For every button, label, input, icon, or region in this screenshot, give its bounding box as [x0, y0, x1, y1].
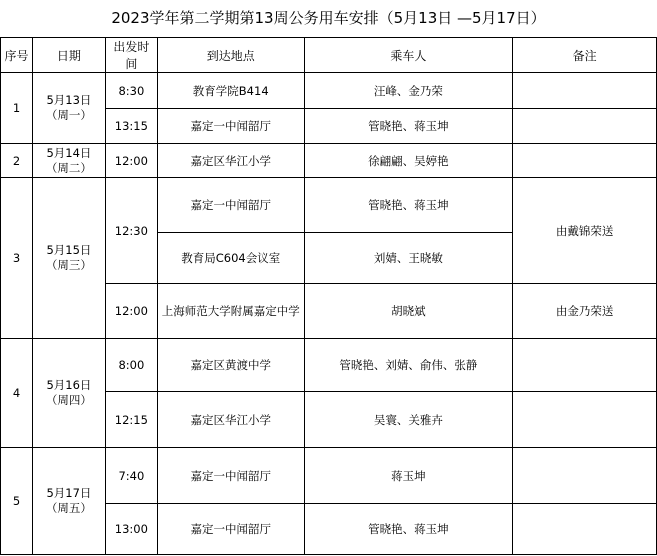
notes-cell: 由金乃荣送: [513, 284, 657, 339]
date-cell: [32, 73, 105, 144]
weekday-text: （周三）: [45, 258, 92, 272]
riders-cell: 管晓艳、刘婧、俞伟、张静: [304, 339, 513, 392]
weekday-text: （周四）: [45, 393, 92, 407]
dest-cell: 嘉定一中闻韶厅: [157, 448, 304, 504]
time-cell: 12:00: [105, 144, 157, 178]
seq-cell: 1: [1, 73, 33, 144]
seq-cell: 4: [1, 339, 33, 448]
weekday-text: （周五）: [45, 501, 92, 515]
notes-cell: 由戴锦荣送: [513, 178, 657, 284]
weekday-text: （周二）: [45, 160, 92, 175]
riders-cell: 胡晓斌: [304, 284, 513, 339]
seq-cell: 3: [1, 178, 33, 339]
header-date: 日期: [32, 38, 105, 73]
header-riders: 乘车人: [304, 38, 513, 73]
dest-cell: 嘉定一中闻韶厅: [157, 178, 304, 233]
date-cell: [32, 448, 105, 555]
time-cell: 8:00: [105, 339, 157, 392]
table-row: [1, 73, 657, 109]
table-row: [1, 178, 657, 233]
dest-cell: 上海师范大学附属嘉定中学: [157, 284, 304, 339]
time-cell: 13:00: [105, 504, 157, 555]
time-cell: 13:15: [105, 109, 157, 144]
table-row: [1, 339, 657, 392]
riders-cell: 管晓艳、蒋玉坤: [304, 109, 513, 144]
dest-cell: 嘉定区华江小学: [157, 144, 304, 178]
header-seq: 序号: [1, 38, 33, 73]
date-text: 5月16日: [46, 378, 92, 392]
notes-cell: [513, 392, 657, 448]
notes-cell: [513, 109, 657, 144]
riders-cell: 汪峰、金乃荣: [304, 73, 513, 109]
riders-cell: 管晓艳、蒋玉坤: [304, 504, 513, 555]
date-cell: [32, 339, 105, 448]
riders-cell: 管晓艳、蒋玉坤: [304, 178, 513, 233]
notes-cell: [513, 144, 657, 178]
header-dest: 到达地点: [157, 38, 304, 73]
dest-cell: 嘉定区华江小学: [157, 392, 304, 448]
riders-cell: 徐翩翩、吴婷艳: [304, 144, 513, 178]
dest-cell: 教育学院B414: [157, 73, 304, 109]
page-title: 2023学年第二学期第13周公务用车安排（5月13日 —5月17日）: [111, 9, 546, 27]
time-cell: 12:15: [105, 392, 157, 448]
date-cell: [32, 144, 105, 178]
dest-cell: 教育局C604会议室: [157, 233, 304, 284]
date-text: 5月15日: [46, 243, 92, 257]
notes-cell: [513, 448, 657, 504]
notes-cell: [513, 504, 657, 555]
date-text: 5月17日: [46, 486, 92, 500]
notes-cell: [513, 339, 657, 392]
riders-cell: 蒋玉坤: [304, 448, 513, 504]
header-row: [1, 38, 657, 73]
table-row: [1, 144, 657, 178]
schedule-table: [0, 37, 657, 555]
time-cell: 12:30: [105, 178, 157, 284]
dest-cell: 嘉定一中闻韶厅: [157, 504, 304, 555]
header-time: 出发时间: [105, 38, 157, 73]
date-cell: [32, 178, 105, 339]
weekday-text: （周一）: [45, 108, 92, 122]
time-cell: 8:30: [105, 73, 157, 109]
time-cell: 7:40: [105, 448, 157, 504]
dest-cell: 嘉定一中闻韶厅: [157, 109, 304, 144]
seq-cell: 2: [1, 144, 33, 178]
riders-cell: 刘婧、王晓敏: [304, 233, 513, 284]
seq-cell: 5: [1, 448, 33, 555]
time-cell: 12:00: [105, 284, 157, 339]
table-row: [1, 448, 657, 504]
dest-cell: 嘉定区黄渡中学: [157, 339, 304, 392]
date-text: 5月14日: [46, 145, 92, 160]
date-text: 5月13日: [46, 93, 92, 107]
notes-cell: [513, 73, 657, 109]
riders-cell: 吴寰、关雅卉: [304, 392, 513, 448]
header-notes: 备注: [513, 38, 657, 73]
